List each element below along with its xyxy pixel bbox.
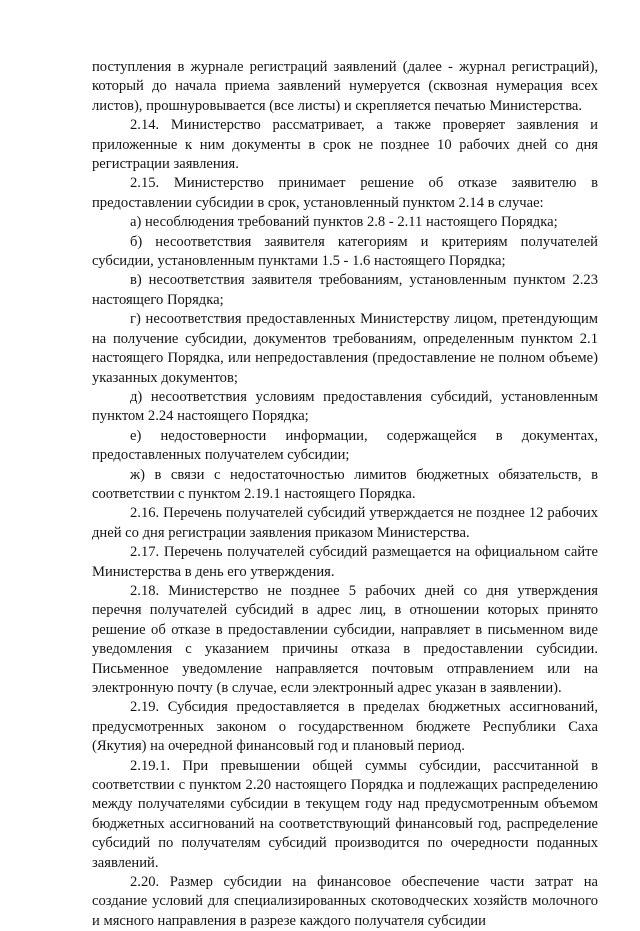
paragraph-2-17: 2.17. Перечень получателей субсидий размещается на официальном сайте Министерства в день его утверждения.	[92, 544, 598, 580]
paragraph-2-15: 2.15. Министерство принимает решение об отказе заявителю в предоставлении субсидии в срок, установленный пунктом 2.14 в случае:	[92, 175, 598, 211]
paragraph-2-20: 2.20. Размер субсидии на финансовое обеспечение части затрат на создание условий для специализированных скотоводческих хозяйств молочного и мясного направления в разрезе каждого получателя субсидии	[92, 874, 598, 929]
list-item-2-15-zh: ж) в связи с недостаточностью лимитов бюджетных обязательств, в соответствии с пунктом 2.19.1 настоящего Порядка.	[92, 466, 598, 502]
list-item-2-15-a: а) несоблюдения требований пунктов 2.8 - 2.11 настоящего Порядка;	[130, 214, 558, 231]
list-item-2-15-v: в) несоответствия заявителя требованиям, установленным пунктом 2.23 настоящего Порядка;	[92, 272, 598, 308]
paragraph-2-16: 2.16. Перечень получателей субсидий утверждается не позднее 12 рабочих дней со дня регистрации заявления приказом Министерства.	[92, 505, 598, 541]
paragraph-2-18: 2.18. Министерство не позднее 5 рабочих дней со дня утверждения перечня получателей субсидий в адрес лиц, в отношении которых принято решение об отказе в предоставлении субсидии, направляет в письменном виде уведомления с указанием причины отказа в предоставлении субсидии. Письменное уведомление направляется почтовым отправлением или на электронную почту (в случае, если электронный адрес указан в заявлении).	[92, 582, 598, 696]
paragraph-2-14: 2.14. Министерство рассматривает, а также проверяет заявления и приложенные к ним документы в срок не позднее 10 рабочих дней со дня регистрации заявления.	[92, 117, 598, 173]
list-item-2-15-g: г) несоответствия предоставленных Министерству лицом, претендующим на получение субсидии, документов требованиям, определенным пунктом 2.1 настоящего Порядка, или непредоставления (предоставление не полном объеме) указанных документов;	[92, 311, 598, 386]
list-item-2-15-e: е) недостоверности информации, содержащейся в документах, предоставленных получателем субсидии;	[92, 427, 598, 464]
list-item-2-15-d: д) несоответствия условиям предоставления субсидий, установленным пунктом 2.24 настоящего Порядка;	[92, 388, 598, 425]
paragraph-2-19: 2.19. Субсидия предоставляется в пределах бюджетных ассигнований, предусмотренных законом о государственном бюджете Республики Саха (Якутия) на очередной финансовый год и плановый период.	[92, 699, 598, 755]
paragraph-2-19-1: 2.19.1. При превышении общей суммы субсидии, рассчитанной в соответствии с пунктом 2.20 настоящего Порядка и подлежащих распределению между получателями субсидии в текущем году над предусмотренным объемом бюджетных ассигнований на соответствующий финансовый год, распределение субсидий по получателям субсидий производится по очередности поданных заявлений.	[92, 757, 598, 871]
list-item-2-15-b: б) несоответствия заявителя категориям и критериям получателей субсидии, установленным пунктами 1.5 - 1.6 настоящего Порядка;	[92, 233, 598, 270]
paragraph-continuation: поступления в журнале регистраций заявлений (далее - журнал регистраций), который до начала приема заявлений нумеруется (сквозная нумерация всех листов), прошнуровывается (все листы) и скрепляется печатью Министерства.	[92, 59, 598, 114]
